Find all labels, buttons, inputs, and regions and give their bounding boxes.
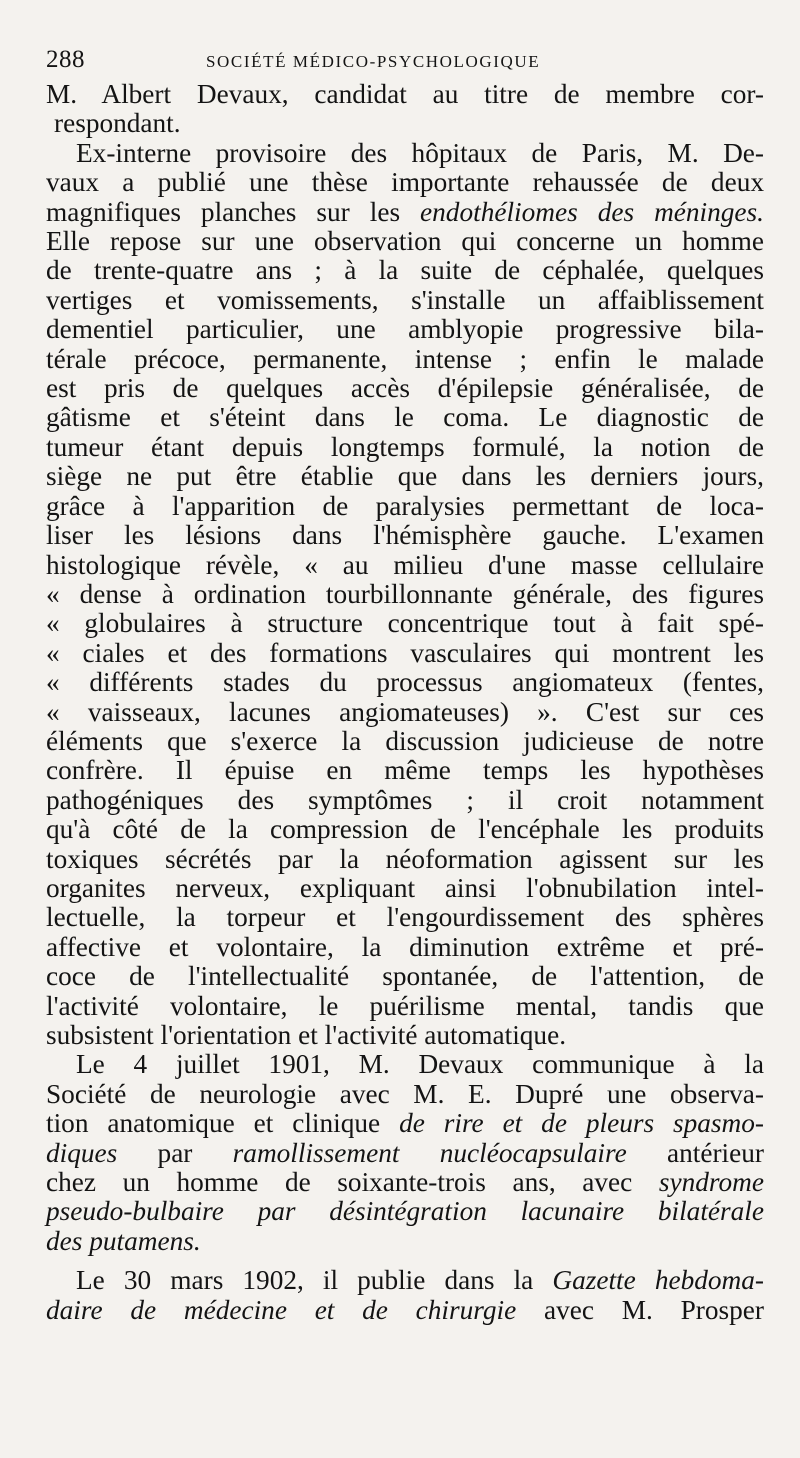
text-line: magnifiques planches sur les endothéliomes des méninges. <box>46 196 764 227</box>
italic-text: pseudo-bulbaire par désintégration lacunaire bilatérale <box>46 1196 764 1227</box>
text-line: confrère. Il épuise en même temps les hypothèses <box>46 755 764 786</box>
paragraph-thesis <box>46 139 764 1051</box>
text-line: tion anatomique et clinique de rire et de pleurs spasmo- <box>46 1108 764 1139</box>
italic-text: Gazette hebdoma- <box>552 1265 765 1296</box>
text-line: « dense à ordination tourbillonnante générale, des figures <box>46 578 764 609</box>
text-line: M. Albert Devaux, candidat au titre de membre cor- <box>46 79 764 109</box>
italic-text: endothéliomes des méninges. <box>420 196 764 227</box>
text-line: « globulaires à structure concentrique tout à fait spé- <box>46 608 764 639</box>
text-line <box>46 1227 764 1256</box>
text-line: lectuelle, la torpeur et l'engourdissement des sphères <box>46 902 764 933</box>
italic-text: des putamens. <box>46 1225 201 1256</box>
paragraph-gazette-1902 <box>46 1266 764 1325</box>
text-line: histologique révèle, « au milieu d'une masse cellulaire <box>46 549 764 580</box>
text-line: de trente-quatre ans ; à la suite de céphalée, quelques <box>46 255 764 286</box>
text-line: siège ne put être établie que dans les derniers jours, <box>46 461 764 492</box>
text-line: gâtisme et s'éteint dans le coma. Le diagnostic de <box>46 402 764 433</box>
paragraph-candidate <box>46 80 764 139</box>
page-number: 288 <box>46 46 85 73</box>
text-line: térale précoce, permanente, intense ; enfin le malade <box>46 343 764 374</box>
text-line: daire de médecine et de chirurgie avec M. Prosper <box>46 1294 764 1325</box>
text-line: « différents stades du processus angiomateux (fentes, <box>46 667 764 698</box>
text-line: vertiges et vomissements, s'installe un affaiblissement <box>46 284 764 315</box>
text-line: grâce à l'apparition de paralysies permettant de loca- <box>46 490 764 521</box>
italic-text: de rire et de pleurs spasmo- <box>399 1108 764 1139</box>
body-text <box>46 80 764 1325</box>
italic-text: daire de médecine et de chirurgie <box>46 1294 517 1325</box>
text-line: éléments que s'exerce la discussion judicieuse de notre <box>46 725 764 756</box>
italic-text: diques <box>46 1137 118 1168</box>
running-head: SOCIÉTÉ MÉDICO-PSYCHOLOGIQUE <box>206 52 541 71</box>
text-line: Ex-interne provisoire des hôpitaux de Paris, M. De- <box>76 137 764 168</box>
text-line: Le 4 juillet 1901, M. Devaux communique à la <box>76 1049 764 1080</box>
text-line: toxiques sécrétés par la néoformation agissent sur les <box>46 843 764 874</box>
text-line: affective et volontaire, la diminution extrême et pré- <box>46 931 764 962</box>
text-line: subsistent l'orientation et l'activité automatique. <box>46 1020 567 1050</box>
text-line: dementiel particulier, une amblyopie progressive bila- <box>46 314 764 345</box>
page-header <box>46 46 766 76</box>
italic-text: syndrome <box>658 1167 764 1198</box>
text-line: vaux a publié une thèse importante rehaussée de deux <box>46 167 764 198</box>
text-line: Société de neurologie avec M. E. Dupré une observa- <box>46 1078 764 1109</box>
text-line: « ciales et des formations vasculaires qui montrent les <box>46 637 764 668</box>
text-line: pathogéniques des symptômes ; il croit notamment <box>46 784 764 815</box>
text-line: chez un homme de soixante-trois ans, avec syndrome <box>46 1167 764 1198</box>
text-line: qu'à côté de la compression de l'encéphale les produits <box>46 814 764 845</box>
text-line: Le 30 mars 1902, il publie dans la Gazette hebdoma- <box>76 1265 765 1296</box>
text-line <box>46 1197 764 1226</box>
text-line: tumeur étant depuis longtemps formulé, la notion de <box>46 431 764 462</box>
text-line: Elle repose sur une observation qui concerne un homme <box>46 226 764 257</box>
italic-text: ramollissement nucléocapsulaire <box>232 1137 627 1168</box>
text-line: diques par ramollissement nucléocapsulaire antérieur <box>46 1137 764 1168</box>
paragraph-neurology-1901 <box>46 1050 764 1256</box>
text-line: liser les lésions dans l'hémisphère gauche. L'examen <box>46 520 764 551</box>
text-line: respondant. <box>54 108 181 139</box>
text-line: coce de l'intellectualité spontanée, de l'attention, de <box>46 961 764 992</box>
text-line: est pris de quelques accès d'épilepsie généralisée, de <box>46 373 764 404</box>
text-line: « vaisseaux, lacunes angiomateuses) ». C'est sur ces <box>46 696 764 727</box>
text-line: l'activité volontaire, le puérilisme mental, tandis que <box>46 990 764 1021</box>
text-line: organites nerveux, expliquant ainsi l'obnubilation intel- <box>46 872 764 903</box>
